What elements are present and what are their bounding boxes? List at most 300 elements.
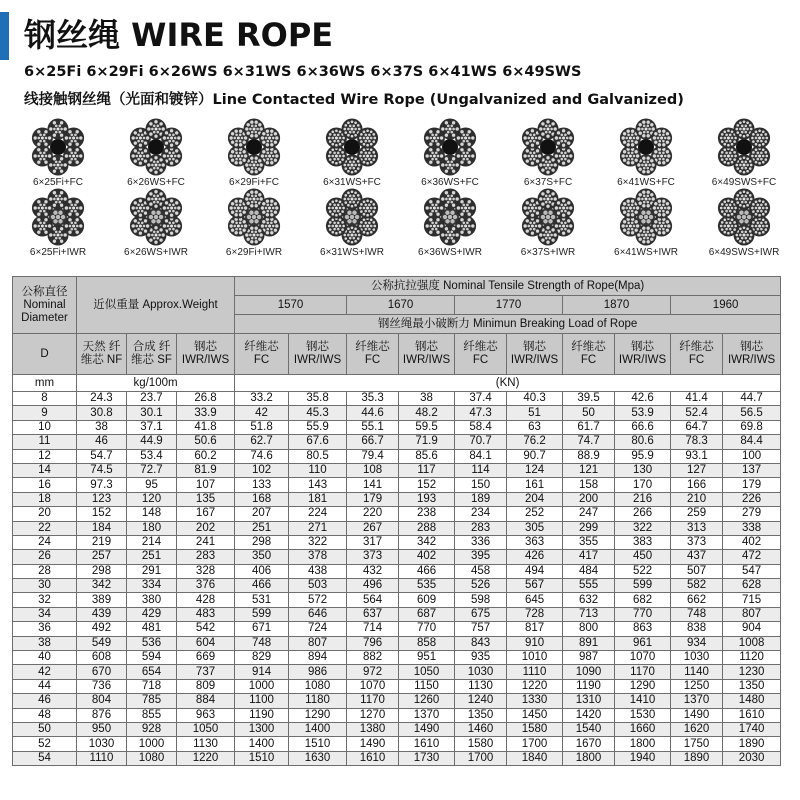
value-cell: 298: [77, 564, 127, 578]
diameter-cell: 36: [13, 622, 77, 636]
diameter-cell: 22: [13, 521, 77, 535]
value-cell: 1450: [507, 708, 563, 722]
value-cell: 42.6: [615, 392, 671, 406]
value-cell: 1010: [507, 651, 563, 665]
value-cell: 748: [671, 607, 723, 621]
unit-kg: kg/100m: [77, 375, 235, 392]
value-cell: 876: [77, 708, 127, 722]
value-cell: 1290: [289, 708, 347, 722]
value-cell: 598: [455, 593, 507, 607]
value-cell: 843: [455, 636, 507, 650]
diameter-cell: 34: [13, 607, 77, 621]
value-cell: 51.8: [235, 420, 289, 434]
rope-label: 6×37S+IWR: [520, 247, 576, 258]
value-cell: 167: [177, 507, 235, 521]
value-cell: 1580: [455, 737, 507, 751]
value-cell: 466: [235, 579, 289, 593]
value-cell: 785: [127, 694, 177, 708]
table-row: [13, 593, 781, 607]
value-cell: 238: [399, 507, 455, 521]
value-cell: 1230: [723, 665, 781, 679]
value-cell: 1150: [399, 679, 455, 693]
value-cell: 928: [127, 722, 177, 736]
value-cell: 1740: [723, 722, 781, 736]
value-cell: 26.8: [177, 392, 235, 406]
table-row: [13, 449, 781, 463]
value-cell: 141: [347, 478, 399, 492]
value-cell: 66.7: [347, 435, 399, 449]
value-cell: 79.4: [347, 449, 399, 463]
value-cell: 951: [399, 651, 455, 665]
rope-label: 6×29Fi+FC: [228, 177, 280, 188]
value-cell: 1750: [671, 737, 723, 751]
value-cell: 251: [235, 521, 289, 535]
value-cell: 817: [507, 622, 563, 636]
value-cell: 33.2: [235, 392, 289, 406]
value-cell: 283: [177, 550, 235, 564]
value-cell: 60.2: [177, 449, 235, 463]
value-cell: 654: [127, 665, 177, 679]
value-cell: 503: [289, 579, 347, 593]
value-cell: 1490: [399, 722, 455, 736]
rope-iwr-8: [696, 188, 792, 258]
value-cell: 807: [289, 636, 347, 650]
rope-label: 6×36WS+FC: [421, 177, 479, 188]
rope-iwr-5: [402, 188, 498, 258]
value-cell: 179: [347, 492, 399, 506]
value-cell: 535: [399, 579, 455, 593]
value-cell: 439: [77, 607, 127, 621]
value-cell: 313: [671, 521, 723, 535]
title-accent-bar: [0, 12, 9, 60]
rope-fc-3: [206, 118, 302, 188]
rope-iwr-7: [598, 188, 694, 258]
col-fc: 纤维芯 FC: [563, 334, 615, 375]
rope-cross-section-icon: [598, 118, 694, 176]
value-cell: 322: [615, 521, 671, 535]
value-cell: 1540: [563, 722, 615, 736]
rope-label: 6×29Fi+IWR: [225, 247, 283, 258]
value-cell: 135: [177, 492, 235, 506]
rope-cross-section-icon: [206, 188, 302, 246]
value-cell: 770: [399, 622, 455, 636]
value-cell: 80.5: [289, 449, 347, 463]
value-cell: 40.3: [507, 392, 563, 406]
value-cell: 1130: [177, 737, 235, 751]
value-cell: 1610: [399, 737, 455, 751]
value-cell: 133: [235, 478, 289, 492]
value-cell: 120: [127, 492, 177, 506]
value-cell: 829: [235, 651, 289, 665]
diameter-cell: 54: [13, 751, 77, 765]
header-tensile-strength: 公称抗拉强度 Nominal Tensile Strength of Rope(Mpa): [235, 277, 781, 296]
value-cell: 150: [455, 478, 507, 492]
value-cell: 1270: [347, 708, 399, 722]
value-cell: 1070: [615, 651, 671, 665]
value-cell: 35.3: [347, 392, 399, 406]
diameter-cell: 8: [13, 392, 77, 406]
value-cell: 406: [235, 564, 289, 578]
value-cell: 1580: [507, 722, 563, 736]
wire-rope-spec-table: [12, 276, 781, 766]
value-cell: 378: [289, 550, 347, 564]
col-iwr: 钢芯 IWR/IWS: [289, 334, 347, 375]
table-row: [13, 679, 781, 693]
value-cell: 1370: [671, 694, 723, 708]
value-cell: 67.6: [289, 435, 347, 449]
unit-kn: (KN): [235, 375, 781, 392]
value-cell: 1700: [455, 751, 507, 765]
value-cell: 117: [399, 463, 455, 477]
value-cell: 1800: [563, 751, 615, 765]
value-cell: 935: [455, 651, 507, 665]
value-cell: 1380: [347, 722, 399, 736]
rope-label: 6×41WS+IWR: [614, 247, 678, 258]
value-cell: 30.1: [127, 406, 177, 420]
col-synthetic-fiber: 合成 纤维芯 SF: [127, 334, 177, 375]
value-cell: 148: [127, 507, 177, 521]
value-cell: 963: [177, 708, 235, 722]
value-cell: 1610: [347, 751, 399, 765]
value-cell: 85.6: [399, 449, 455, 463]
rope-fc-5: [402, 118, 498, 188]
value-cell: 1080: [289, 679, 347, 693]
value-cell: 102: [235, 463, 289, 477]
value-cell: 376: [177, 579, 235, 593]
value-cell: 986: [289, 665, 347, 679]
value-cell: 90.7: [507, 449, 563, 463]
value-cell: 1140: [671, 665, 723, 679]
value-cell: 158: [563, 478, 615, 492]
diameter-cell: 18: [13, 492, 77, 506]
value-cell: 1240: [455, 694, 507, 708]
value-cell: 402: [399, 550, 455, 564]
value-cell: 492: [77, 622, 127, 636]
value-cell: 736: [77, 679, 127, 693]
value-cell: 204: [507, 492, 563, 506]
value-cell: 100: [723, 449, 781, 463]
value-cell: 1510: [289, 737, 347, 751]
value-cell: 1400: [235, 737, 289, 751]
value-cell: 1220: [507, 679, 563, 693]
table-row: [13, 708, 781, 722]
value-cell: 317: [347, 535, 399, 549]
value-cell: 127: [671, 463, 723, 477]
col-steel-core: 钢芯 IWR/IWS: [177, 334, 235, 375]
rope-cross-section-icon: [10, 188, 106, 246]
value-cell: 628: [723, 579, 781, 593]
value-cell: 189: [455, 492, 507, 506]
value-cell: 599: [235, 607, 289, 621]
value-cell: 322: [289, 535, 347, 549]
value-cell: 93.1: [671, 449, 723, 463]
table-row: [13, 636, 781, 650]
value-cell: 241: [177, 535, 235, 549]
value-cell: 124: [507, 463, 563, 477]
value-cell: 37.1: [127, 420, 177, 434]
col-fc: 纤维芯 FC: [347, 334, 399, 375]
value-cell: 80.6: [615, 435, 671, 449]
rope-iwr-1: [10, 188, 106, 258]
value-cell: 863: [615, 622, 671, 636]
table-row: [13, 463, 781, 477]
table-row: [13, 564, 781, 578]
value-cell: 564: [347, 593, 399, 607]
rope-iwr-3: [206, 188, 302, 258]
value-cell: 363: [507, 535, 563, 549]
value-cell: 728: [507, 607, 563, 621]
value-cell: 1940: [615, 751, 671, 765]
value-cell: 373: [671, 535, 723, 549]
value-cell: 336: [455, 535, 507, 549]
value-cell: 81.9: [177, 463, 235, 477]
value-cell: 355: [563, 535, 615, 549]
value-cell: 1480: [723, 694, 781, 708]
value-cell: 35.8: [289, 392, 347, 406]
value-cell: 23.7: [127, 392, 177, 406]
value-cell: 69.8: [723, 420, 781, 434]
value-cell: 1300: [235, 722, 289, 736]
value-cell: 64.7: [671, 420, 723, 434]
value-cell: 45.3: [289, 406, 347, 420]
rope-cross-section-icon: [108, 188, 204, 246]
value-cell: 432: [347, 564, 399, 578]
table-row: [13, 507, 781, 521]
value-cell: 66.6: [615, 420, 671, 434]
value-cell: 542: [177, 622, 235, 636]
diameter-cell: 11: [13, 435, 77, 449]
value-cell: 429: [127, 607, 177, 621]
value-cell: 1370: [399, 708, 455, 722]
value-cell: 809: [177, 679, 235, 693]
table-row: [13, 722, 781, 736]
diameter-cell: 16: [13, 478, 77, 492]
value-cell: 526: [455, 579, 507, 593]
value-cell: 910: [507, 636, 563, 650]
header-approx-weight: 近似重量 Approx.Weight: [77, 277, 235, 334]
value-cell: 669: [177, 651, 235, 665]
value-cell: 1030: [77, 737, 127, 751]
value-cell: 987: [563, 651, 615, 665]
rope-cross-section-grid: [10, 118, 790, 258]
value-cell: 226: [723, 492, 781, 506]
value-cell: 466: [399, 564, 455, 578]
value-cell: 130: [615, 463, 671, 477]
value-cell: 645: [507, 593, 563, 607]
value-cell: 50.6: [177, 435, 235, 449]
value-cell: 193: [399, 492, 455, 506]
value-cell: 181: [289, 492, 347, 506]
value-cell: 1490: [671, 708, 723, 722]
value-cell: 838: [671, 622, 723, 636]
value-cell: 594: [127, 651, 177, 665]
value-cell: 547: [723, 564, 781, 578]
value-cell: 1510: [235, 751, 289, 765]
value-cell: 214: [127, 535, 177, 549]
value-cell: 1410: [615, 694, 671, 708]
value-cell: 180: [127, 521, 177, 535]
value-cell: 855: [127, 708, 177, 722]
diameter-cell: 14: [13, 463, 77, 477]
diameter-cell: 52: [13, 737, 77, 751]
value-cell: 107: [177, 478, 235, 492]
value-cell: 1420: [563, 708, 615, 722]
value-cell: 450: [615, 550, 671, 564]
value-cell: 219: [77, 535, 127, 549]
diameter-cell: 38: [13, 636, 77, 650]
diameter-cell: 24: [13, 535, 77, 549]
value-cell: 934: [671, 636, 723, 650]
value-cell: 121: [563, 463, 615, 477]
value-cell: 737: [177, 665, 235, 679]
value-cell: 179: [723, 478, 781, 492]
col-iwr: 钢芯 IWR/IWS: [399, 334, 455, 375]
value-cell: 1700: [507, 737, 563, 751]
value-cell: 41.4: [671, 392, 723, 406]
value-cell: 95: [127, 478, 177, 492]
value-cell: 1800: [615, 737, 671, 751]
value-cell: 713: [563, 607, 615, 621]
value-cell: 1110: [77, 751, 127, 765]
value-cell: 53.4: [127, 449, 177, 463]
table-row: [13, 406, 781, 420]
value-cell: 1000: [235, 679, 289, 693]
value-cell: 108: [347, 463, 399, 477]
value-cell: 52.4: [671, 406, 723, 420]
value-cell: 44.6: [347, 406, 399, 420]
value-cell: 259: [671, 507, 723, 521]
value-cell: 891: [563, 636, 615, 650]
value-cell: 152: [77, 507, 127, 521]
value-cell: 46: [77, 435, 127, 449]
value-cell: 373: [347, 550, 399, 564]
value-cell: 1460: [455, 722, 507, 736]
value-cell: 608: [77, 651, 127, 665]
value-cell: 168: [235, 492, 289, 506]
value-cell: 426: [507, 550, 563, 564]
value-cell: 950: [77, 722, 127, 736]
value-cell: 137: [723, 463, 781, 477]
value-cell: 56.5: [723, 406, 781, 420]
value-cell: 531: [235, 593, 289, 607]
value-cell: 972: [347, 665, 399, 679]
table-row: [13, 478, 781, 492]
rope-fc-6: [500, 118, 596, 188]
diameter-cell: 10: [13, 420, 77, 434]
value-cell: 632: [563, 593, 615, 607]
value-cell: 252: [507, 507, 563, 521]
value-cell: 350: [235, 550, 289, 564]
value-cell: 184: [77, 521, 127, 535]
rope-label: 6×25Fi+FC: [32, 177, 84, 188]
value-cell: 1050: [177, 722, 235, 736]
table-row: [13, 651, 781, 665]
grade-1960: 1960: [671, 296, 781, 315]
value-cell: 687: [399, 607, 455, 621]
value-cell: 58.4: [455, 420, 507, 434]
value-cell: 428: [177, 593, 235, 607]
value-cell: 662: [671, 593, 723, 607]
rope-iwr-6: [500, 188, 596, 258]
col-fc: 纤维芯 FC: [455, 334, 507, 375]
rope-fc-1: [10, 118, 106, 188]
table-row: [13, 535, 781, 549]
value-cell: 1260: [399, 694, 455, 708]
value-cell: 123: [77, 492, 127, 506]
value-cell: 53.9: [615, 406, 671, 420]
value-cell: 59.5: [399, 420, 455, 434]
rope-label: 6×49SWS+IWR: [708, 247, 780, 258]
value-cell: 110: [289, 463, 347, 477]
value-cell: 637: [347, 607, 399, 621]
value-cell: 604: [177, 636, 235, 650]
col-fc: 纤维芯 FC: [235, 334, 289, 375]
rope-label: 6×26WS+IWR: [124, 247, 188, 258]
value-cell: 1100: [235, 694, 289, 708]
value-cell: 1170: [347, 694, 399, 708]
value-cell: 1400: [289, 722, 347, 736]
value-cell: 328: [177, 564, 235, 578]
value-cell: 1610: [723, 708, 781, 722]
value-cell: 220: [347, 507, 399, 521]
value-cell: 207: [235, 507, 289, 521]
grade-1670: 1670: [347, 296, 455, 315]
value-cell: 61.7: [563, 420, 615, 434]
rope-cross-section-icon: [500, 188, 596, 246]
value-cell: 522: [615, 564, 671, 578]
value-cell: 682: [615, 593, 671, 607]
value-cell: 202: [177, 521, 235, 535]
col-iwr: 钢芯 IWR/IWS: [615, 334, 671, 375]
value-cell: 1070: [347, 679, 399, 693]
value-cell: 234: [455, 507, 507, 521]
value-cell: 807: [723, 607, 781, 621]
value-cell: 748: [235, 636, 289, 650]
diameter-cell: 42: [13, 665, 77, 679]
value-cell: 1050: [399, 665, 455, 679]
value-cell: 715: [723, 593, 781, 607]
value-cell: 48.2: [399, 406, 455, 420]
value-cell: 210: [671, 492, 723, 506]
rope-label: 6×31WS+IWR: [320, 247, 384, 258]
diameter-cell: 48: [13, 708, 77, 722]
value-cell: 718: [127, 679, 177, 693]
rope-cross-section-icon: [696, 118, 792, 176]
value-cell: 1630: [289, 751, 347, 765]
value-cell: 78.3: [671, 435, 723, 449]
value-cell: 549: [77, 636, 127, 650]
header-nominal-diameter: 公称直径 Nominal Diameter: [13, 277, 77, 334]
value-cell: 114: [455, 463, 507, 477]
value-cell: 961: [615, 636, 671, 650]
value-cell: 1350: [455, 708, 507, 722]
value-cell: 38: [77, 420, 127, 434]
value-cell: 71.9: [399, 435, 455, 449]
value-cell: 47.3: [455, 406, 507, 420]
value-cell: 63: [507, 420, 563, 434]
value-cell: 884: [177, 694, 235, 708]
value-cell: 338: [723, 521, 781, 535]
rope-cross-section-icon: [304, 188, 400, 246]
value-cell: 55.9: [289, 420, 347, 434]
value-cell: 224: [289, 507, 347, 521]
value-cell: 161: [507, 478, 563, 492]
value-cell: 283: [455, 521, 507, 535]
rope-cross-section-icon: [696, 188, 792, 246]
value-cell: 646: [289, 607, 347, 621]
value-cell: 143: [289, 478, 347, 492]
value-cell: 271: [289, 521, 347, 535]
